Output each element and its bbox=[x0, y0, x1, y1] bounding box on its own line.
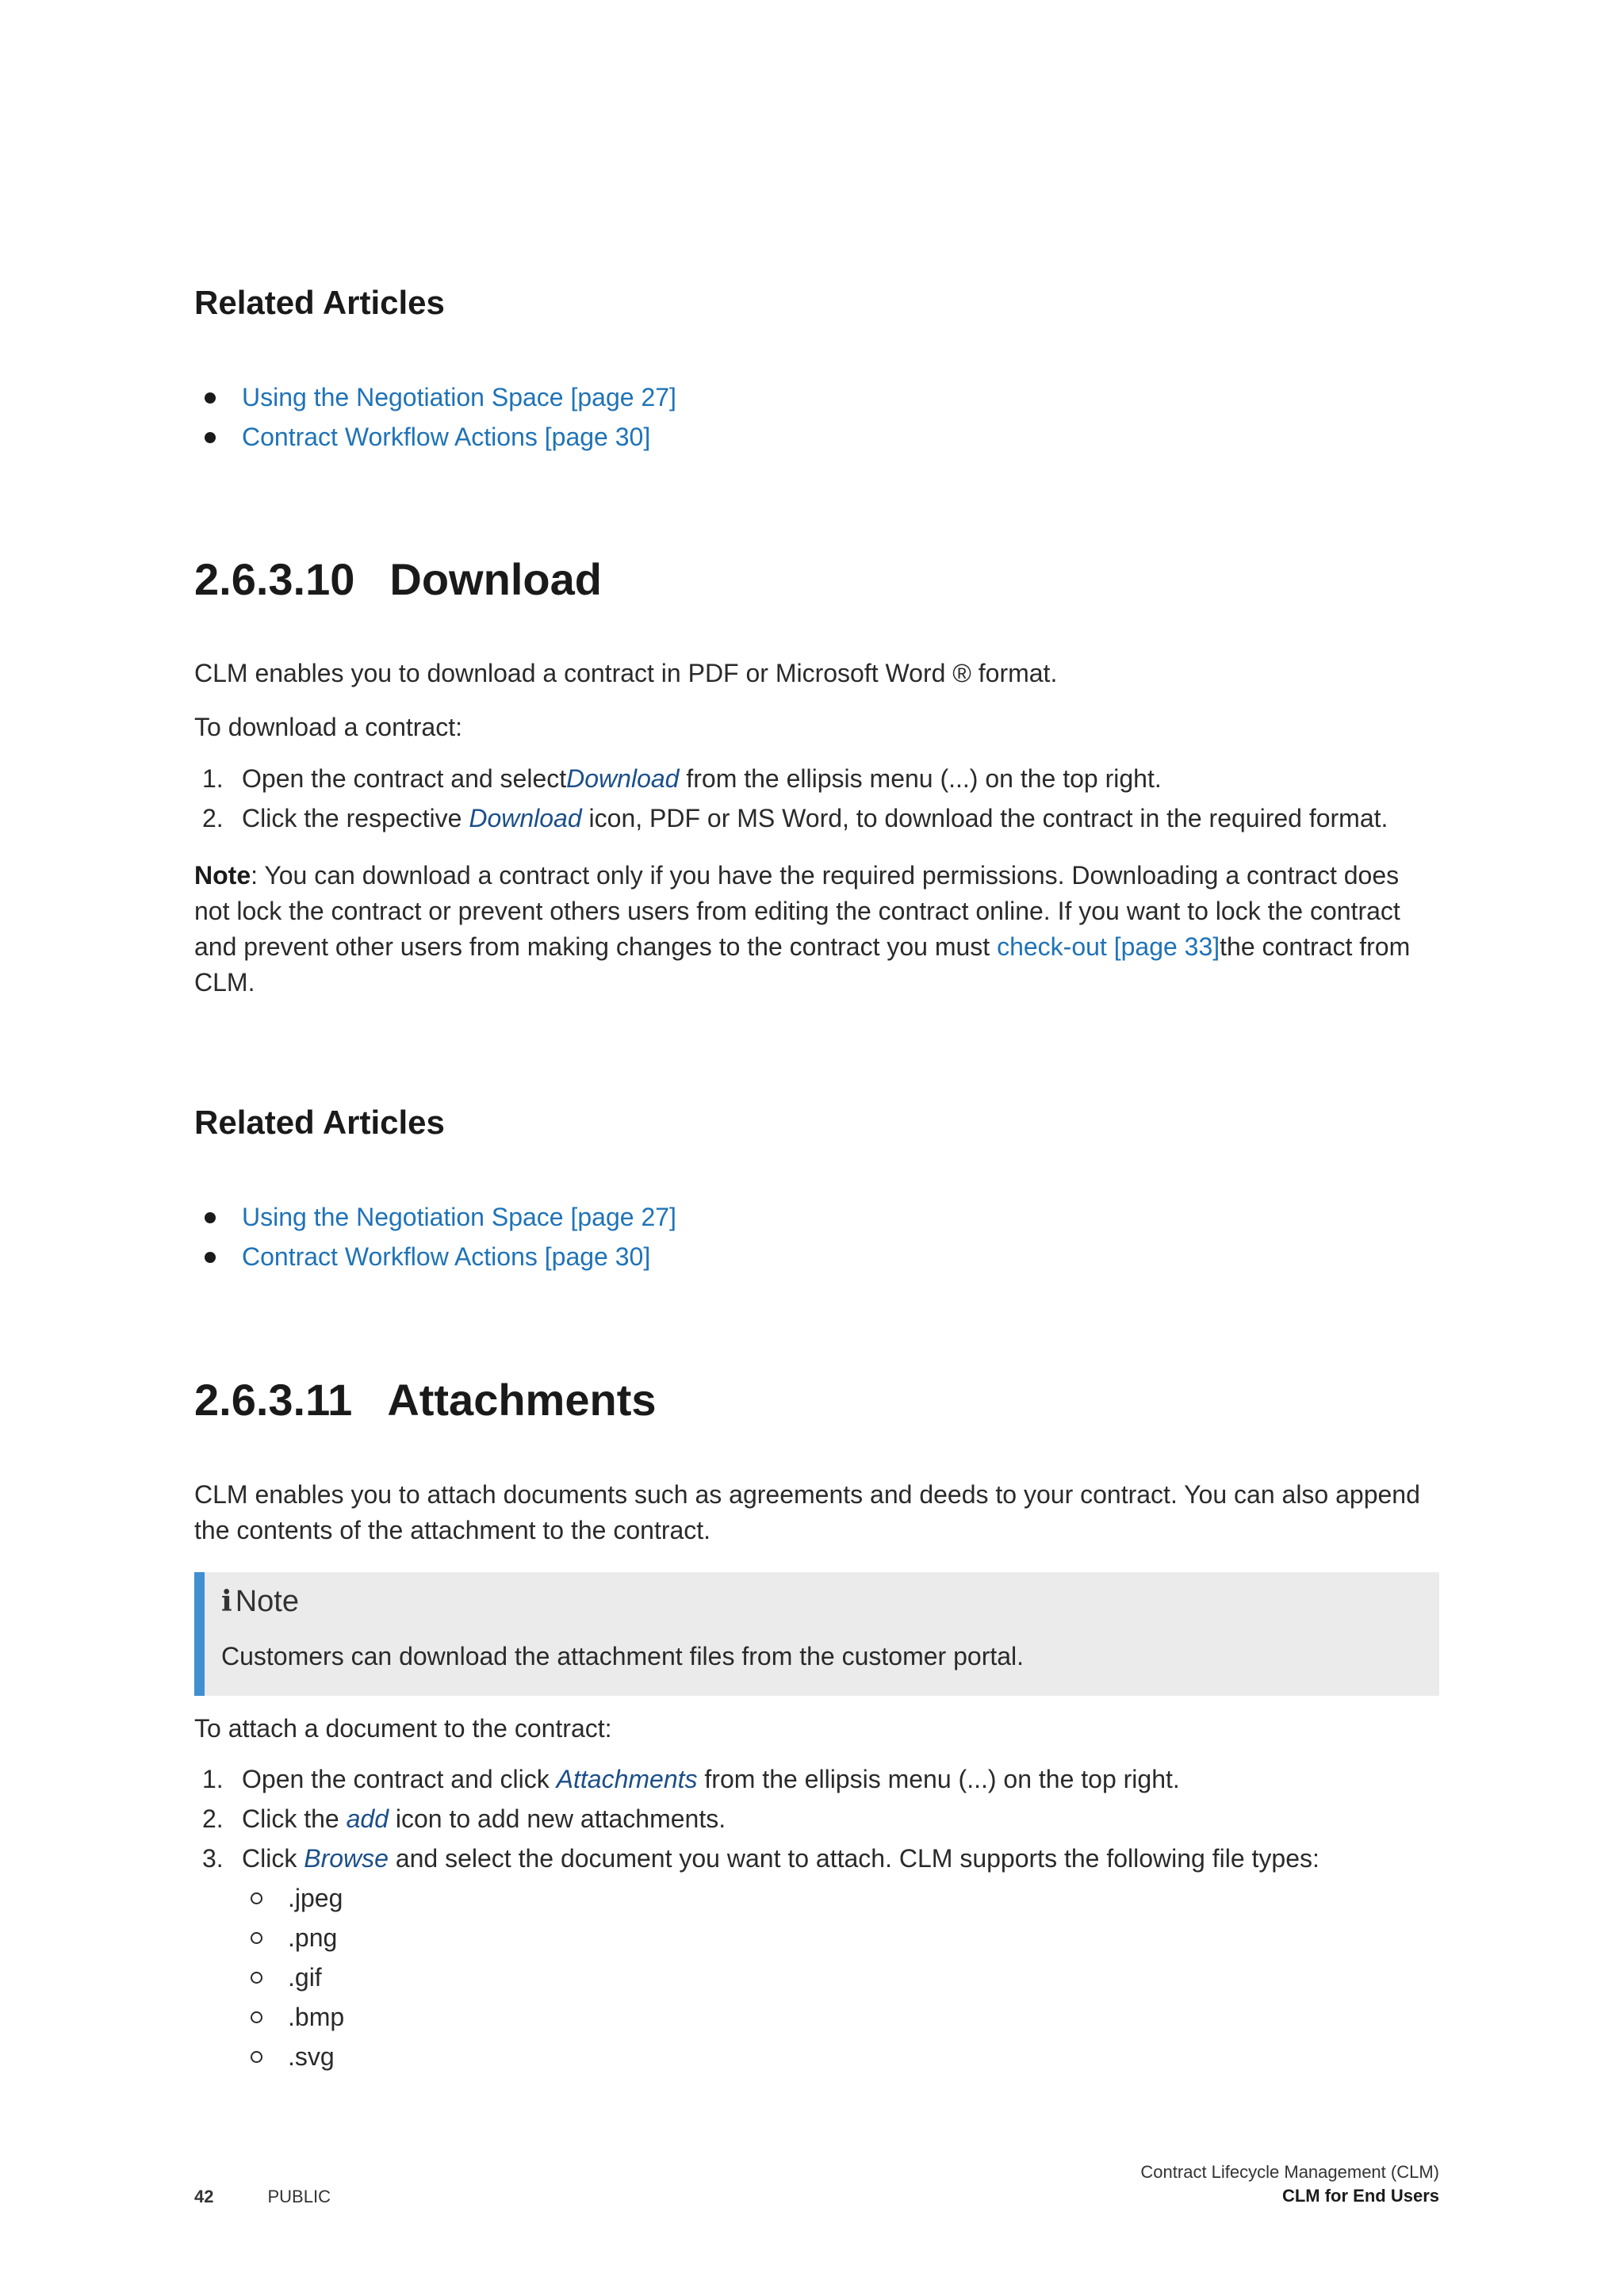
circle-bullet-icon bbox=[251, 2051, 262, 2063]
download-intro: CLM enables you to download a contract in PDF or Microsoft Word ® format. bbox=[194, 659, 1058, 687]
section-title-attachments bbox=[194, 1375, 657, 1425]
attachments-steps bbox=[194, 1759, 1439, 1878]
download-icon-link[interactable]: Download bbox=[469, 804, 582, 832]
note-accent-bar bbox=[194, 1572, 205, 1696]
related-articles-heading: Related Articles bbox=[194, 284, 445, 321]
list-item bbox=[194, 1997, 1439, 2037]
section-title-download bbox=[194, 554, 602, 604]
list-item bbox=[194, 759, 1439, 798]
list-item bbox=[194, 1759, 1439, 1799]
footer-right bbox=[1140, 2160, 1439, 2208]
attachments-lead: To attach a document to the contract: bbox=[194, 1714, 612, 1743]
download-note-paragraph bbox=[194, 858, 1439, 1001]
list-item bbox=[194, 417, 1439, 457]
browse-link[interactable]: Browse bbox=[304, 1844, 389, 1873]
file-type: .jpeg bbox=[288, 1884, 343, 1912]
download-steps bbox=[194, 759, 1439, 838]
section-number: 2.6.3.11 bbox=[194, 1375, 353, 1425]
note-heading bbox=[221, 1582, 299, 1621]
check-out-link[interactable]: check-out [page 33] bbox=[997, 932, 1220, 961]
download-menu-link[interactable]: Download bbox=[566, 764, 680, 793]
circle-bullet-icon bbox=[251, 1932, 262, 1944]
section-number: 2.6.3.10 bbox=[194, 554, 355, 604]
classification-label: PUBLIC bbox=[267, 2187, 331, 2206]
file-type: .svg bbox=[288, 2042, 335, 2071]
section-title-text: Attachments bbox=[387, 1375, 657, 1425]
related-articles-heading: Related Articles bbox=[194, 1104, 445, 1141]
file-types-list bbox=[194, 1878, 1439, 2076]
step-text: Click bbox=[242, 1844, 304, 1873]
attachments-intro: CLM enables you to attach documents such as agreements and deeds to your contract. You can also append the contents of the attachment to the contract. bbox=[194, 1480, 1420, 1544]
list-item bbox=[194, 1918, 1439, 1957]
list-item bbox=[194, 1878, 1439, 1918]
related-link-workflow-actions[interactable]: Contract Workflow Actions [page 30] bbox=[242, 1242, 651, 1271]
bullet-icon bbox=[205, 432, 216, 443]
section-title-text: Download bbox=[389, 554, 602, 604]
list-item bbox=[194, 2037, 1439, 2076]
circle-bullet-icon bbox=[251, 1972, 262, 1984]
list-item bbox=[194, 1957, 1439, 1997]
page-number: 42 bbox=[194, 2187, 214, 2206]
bullet-icon bbox=[205, 1252, 216, 1263]
file-type: .png bbox=[288, 1923, 338, 1952]
list-item bbox=[194, 377, 1439, 417]
note-text: : You can download a contract only if you have the required permissions. Downloading a contract does not lock the contract or prevent others users from editing the contract online. If you want to lock the contract and prevent other users from making changes to the contract you must bbox=[194, 861, 1400, 961]
step-text: Open the contract and select bbox=[242, 764, 567, 793]
circle-bullet-icon bbox=[251, 2011, 262, 2023]
step-text: from the ellipsis menu (...) on the top right. bbox=[697, 1765, 1180, 1793]
step-text: icon, PDF or MS Word, to download the contract in the required format. bbox=[581, 804, 1388, 832]
step-number: 1. bbox=[202, 764, 224, 793]
step-number: 2. bbox=[202, 1804, 224, 1833]
document-title: Contract Lifecycle Management (CLM) bbox=[1140, 2162, 1439, 2182]
note-title: Note bbox=[235, 1585, 299, 1618]
related-link-workflow-actions[interactable]: Contract Workflow Actions [page 30] bbox=[242, 423, 651, 451]
step-number: 2. bbox=[202, 804, 224, 832]
document-subtitle: CLM for End Users bbox=[1281, 2186, 1439, 2206]
list-item bbox=[194, 1197, 1439, 1237]
list-item bbox=[194, 1799, 1439, 1839]
bullet-icon bbox=[205, 1212, 216, 1223]
step-text: Click the bbox=[242, 1804, 347, 1833]
step-number: 1. bbox=[202, 1765, 224, 1793]
step-text: icon to add new attachments. bbox=[388, 1804, 726, 1833]
add-icon-link[interactable]: add bbox=[346, 1804, 389, 1833]
bullet-icon bbox=[205, 392, 216, 404]
related-link-negotiation-space[interactable]: Using the Negotiation Space [page 27] bbox=[242, 1203, 676, 1231]
related-articles-list bbox=[194, 377, 1439, 457]
step-text: and select the document you want to attach. CLM supports the following file types: bbox=[388, 1844, 1320, 1873]
step-text: Open the contract and click bbox=[242, 1765, 557, 1793]
note-text: the contract from CLM. bbox=[194, 932, 1411, 997]
note-label: Note bbox=[194, 861, 251, 890]
step-text: from the ellipsis menu (...) on the top right. bbox=[679, 764, 1162, 793]
file-type: .gif bbox=[288, 1963, 322, 1992]
info-icon: i bbox=[221, 1585, 232, 1618]
footer-left bbox=[194, 2185, 331, 2209]
related-articles-list bbox=[194, 1197, 1439, 1276]
step-text: Click the respective bbox=[242, 804, 469, 832]
note-callout bbox=[194, 1572, 1439, 1696]
related-link-negotiation-space[interactable]: Using the Negotiation Space [page 27] bbox=[242, 383, 676, 411]
list-item bbox=[194, 1237, 1439, 1276]
list-item bbox=[194, 1839, 1439, 1878]
attachments-menu-link[interactable]: Attachments bbox=[556, 1765, 698, 1793]
file-type: .bmp bbox=[288, 2003, 345, 2031]
circle-bullet-icon bbox=[251, 1892, 262, 1904]
list-item bbox=[194, 798, 1439, 838]
step-number: 3. bbox=[202, 1844, 224, 1873]
note-body: Customers can download the attachment files from the customer portal. bbox=[221, 1642, 1025, 1670]
download-lead: To download a contract: bbox=[194, 713, 462, 741]
